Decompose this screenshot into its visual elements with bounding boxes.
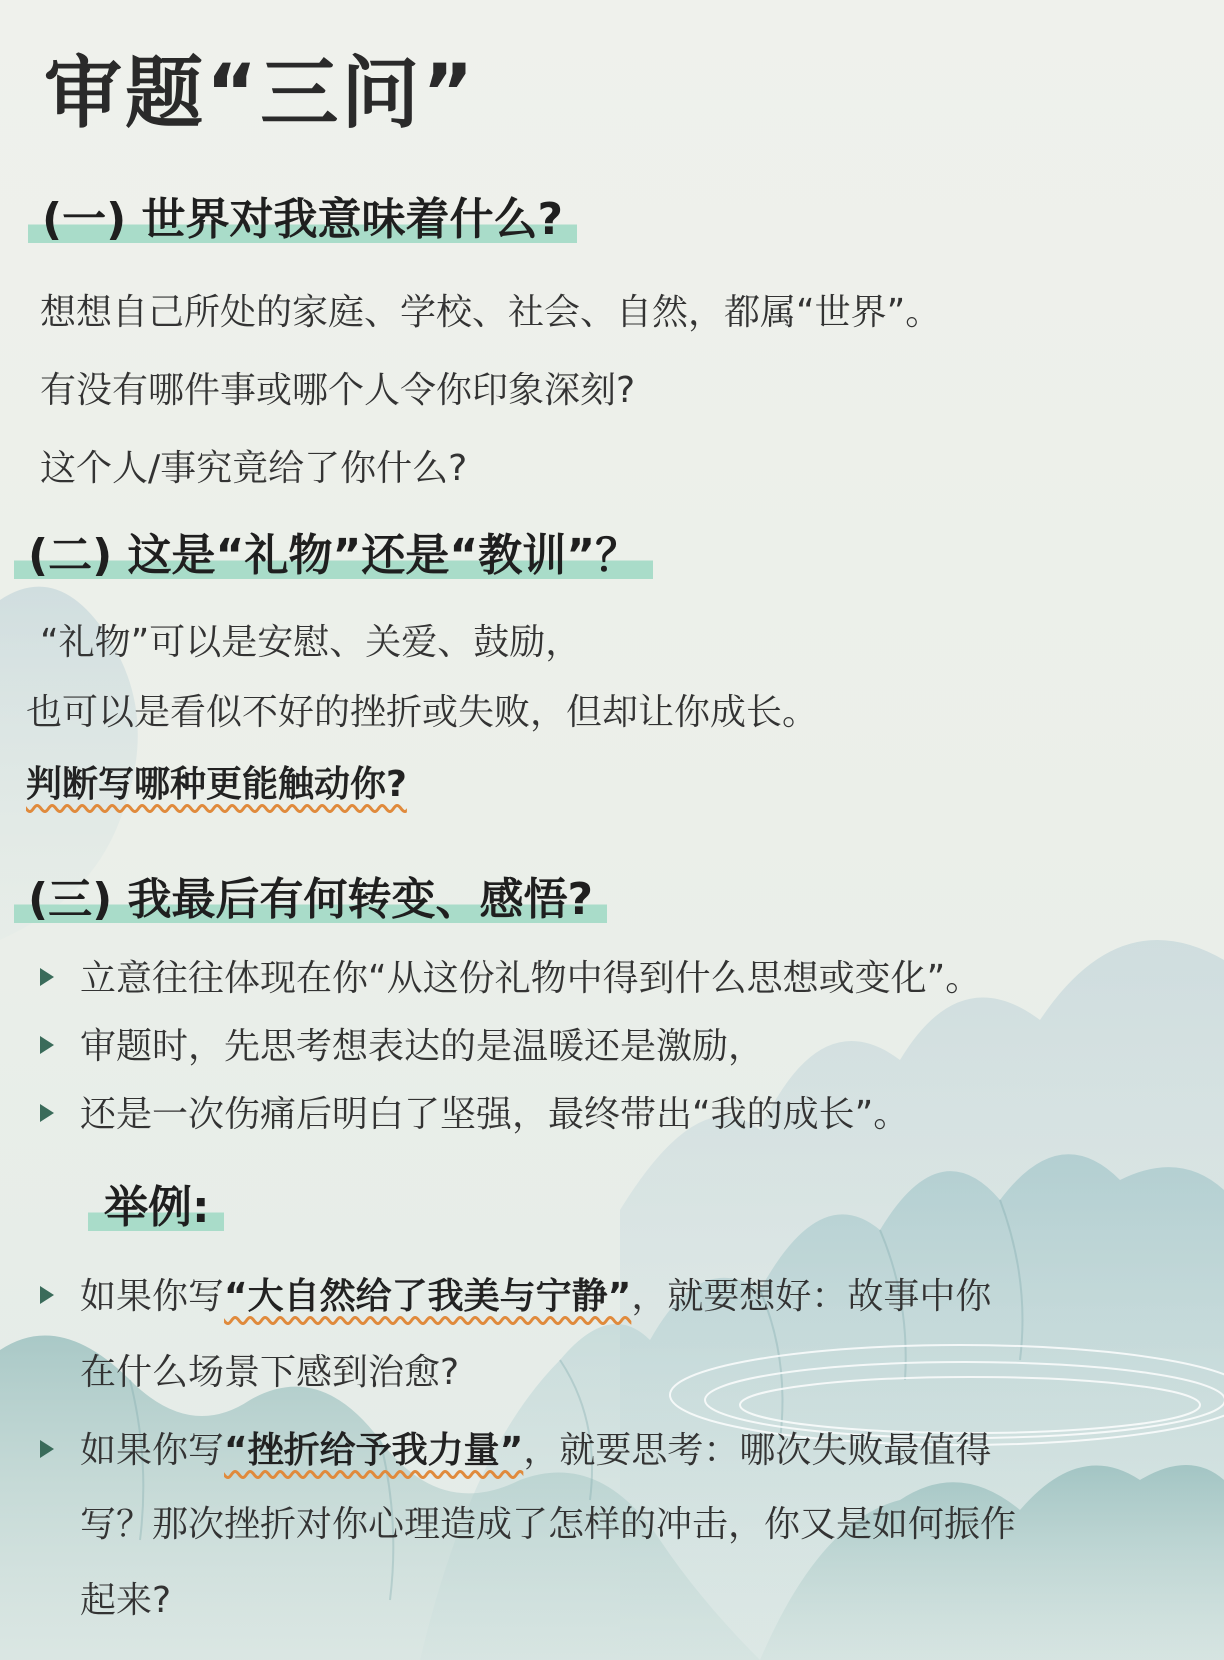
section-1-line-2: 有没有哪件事或哪个人令你印象深刻? [40,370,636,411]
example-item-2-quote: “挫折给予我力量” [224,1430,524,1471]
example-item-1-suffix: ，就要想好：故事中你 [631,1276,992,1317]
bullet-text: 立意往往体现在你“从这份礼物中得到什么思想或变化”。 [80,958,982,999]
bullet-text: 还是一次伤痛后明白了坚强，最终带出“我的成长”。 [80,1094,910,1135]
section-2-emphasis-text: 判断写哪种更能触动你? [26,764,407,805]
bullet-arrow-icon [40,1440,54,1458]
bullet-arrow-icon [40,1286,54,1304]
bullet-arrow-icon [40,1104,54,1122]
example-item-1-line-2: 在什么场景下感到治愈? [80,1352,460,1393]
section-2-emphasis [26,762,407,807]
page-title: 审题“三问” [44,49,477,139]
section-3-heading: (三) 我最后有何转变、感悟? [14,874,607,927]
example-item-2-line-3: 起来? [80,1580,172,1621]
example-item-2-prefix: 如果你写 [80,1430,225,1471]
example-item-2-line-1 [80,1428,991,1473]
bullet-arrow-icon [40,1036,54,1054]
section-2-line-1: “礼物”可以是安慰、关爱、鼓励， [40,622,582,663]
section-2-heading: (二) 这是“礼物”还是“教训”？ [14,530,653,583]
section-1-line-1: 想想自己所处的家庭、学校、社会、自然，都属“世界”。 [40,292,942,333]
example-heading: 举例: [88,1182,224,1235]
example-item-2-line-2: 写？那次挫折对你心理造成了怎样的冲击，你又是如何振作 [80,1504,1017,1545]
example-item-1-quote: “大自然给了我美与宁静” [224,1276,632,1317]
example-item-2-suffix: ，就要思考：哪次失败最值得 [523,1430,992,1471]
example-item-1-prefix: 如果你写 [80,1276,225,1317]
section-1-line-3: 这个人/事究竟给了你什么? [40,448,468,489]
bullet-text: 审题时，先思考想表达的是温暖还是激励， [80,1026,765,1067]
section-2-line-2: 也可以是看似不好的挫折或失败，但却让你成长。 [26,692,819,733]
bullet-arrow-icon [40,968,54,986]
section-1-heading: (一) 世界对我意味着什么? [28,194,577,247]
example-item-1-line-1 [80,1274,991,1319]
